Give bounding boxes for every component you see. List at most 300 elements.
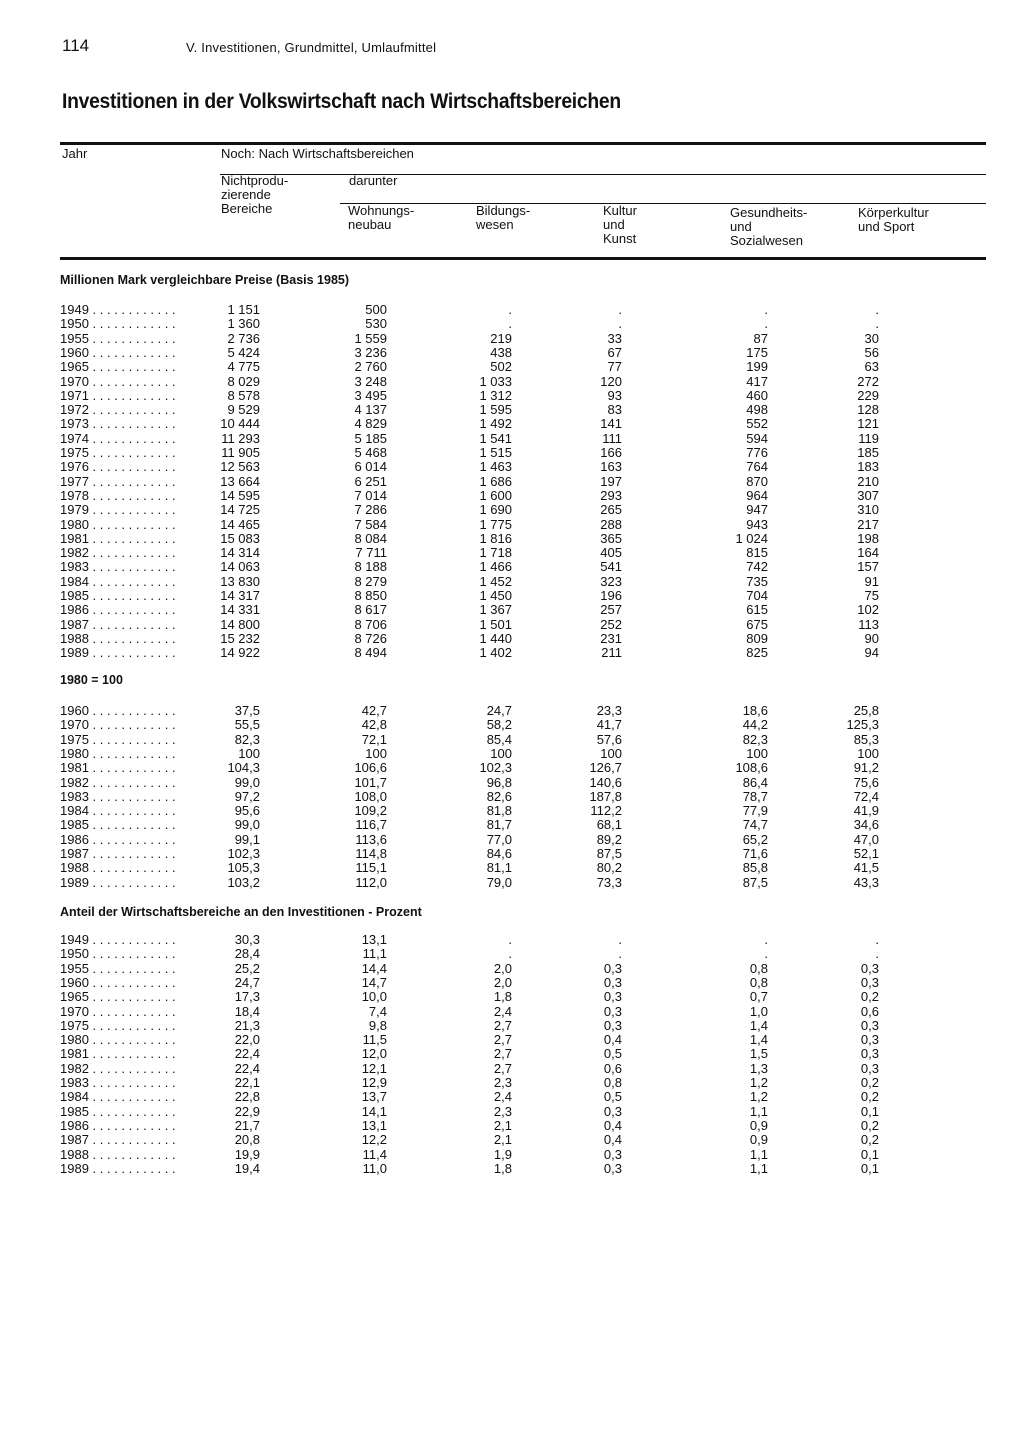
value-cell: 18,4 <box>234 1003 260 1019</box>
value-cell: 1,8 <box>493 989 512 1005</box>
value-cell: 116,7 <box>355 817 387 833</box>
value-cell: 1 402 <box>479 645 512 661</box>
value-cell: 0,3 <box>860 1060 879 1076</box>
value-cell: 11,5 <box>362 1032 387 1048</box>
value-cell: 109,2 <box>354 803 387 819</box>
year-cell: 1976 . . . . . . . . . . . . <box>60 459 176 475</box>
value-cell: 21,3 <box>234 1017 260 1033</box>
value-cell: 14 063 <box>220 559 260 575</box>
value-cell: 22,4 <box>234 1060 260 1076</box>
value-cell: 119 <box>858 430 879 446</box>
value-cell: 163 <box>600 459 622 475</box>
header-line: und Sport <box>858 219 915 234</box>
value-cell: 438 <box>490 344 512 360</box>
table-row <box>0 331 1024 345</box>
value-cell: 108,6 <box>735 760 768 776</box>
value-cell: 74,7 <box>742 817 768 833</box>
year-cell: 1983 . . . . . . . . . . . . <box>60 559 176 575</box>
year-cell: 1984 . . . . . . . . . . . . <box>60 803 176 819</box>
value-cell: 85,8 <box>742 860 768 876</box>
value-cell: 5 468 <box>354 445 387 460</box>
value-cell: 764 <box>746 459 768 475</box>
year-cell: 1986 . . . . . . . . . . . . <box>60 602 176 618</box>
value-cell: 1 816 <box>479 530 512 546</box>
value-cell: 1 466 <box>479 559 512 575</box>
value-cell: 1 033 <box>479 373 512 389</box>
value-cell: 22,4 <box>234 1046 260 1062</box>
value-cell: 100 <box>857 745 879 761</box>
value-cell: 1 463 <box>479 459 512 475</box>
value-cell: 2 736 <box>227 330 260 346</box>
value-cell: 56 <box>864 344 879 360</box>
year-cell: 1971 . . . . . . . . . . . . <box>60 387 176 403</box>
value-cell: . <box>764 946 768 962</box>
table-row <box>0 961 1024 975</box>
year-cell: 1965 . . . . . . . . . . . . <box>60 989 176 1005</box>
value-cell: 18,6 <box>742 703 768 718</box>
value-cell: 100 <box>746 745 768 761</box>
value-cell: 22,1 <box>234 1075 260 1090</box>
value-cell: 100 <box>365 745 387 761</box>
value-cell: 219 <box>490 330 512 346</box>
header-line: wesen <box>476 217 514 232</box>
value-cell: 1,0 <box>749 1003 768 1019</box>
value-cell: 0,3 <box>603 1003 622 1019</box>
value-cell: 210 <box>857 473 879 489</box>
value-cell: 0,4 <box>603 1117 622 1133</box>
year-cell: 1981 . . . . . . . . . . . . <box>60 530 176 546</box>
value-cell: 14 314 <box>220 545 260 561</box>
value-cell: 0,2 <box>860 1117 879 1133</box>
table-row <box>0 459 1024 473</box>
header-wohnungsneubau <box>348 204 414 232</box>
value-cell: 0,3 <box>603 1160 622 1176</box>
year-cell: 1949 . . . . . . . . . . . . <box>60 302 176 317</box>
value-cell: 87,5 <box>596 846 622 861</box>
value-cell: 502 <box>490 359 512 375</box>
year-cell: 1970 . . . . . . . . . . . . <box>60 373 176 389</box>
value-cell: 11 293 <box>221 430 260 446</box>
table-row <box>0 359 1024 373</box>
value-cell: 102,3 <box>479 760 512 776</box>
value-cell: 7 584 <box>354 516 387 532</box>
table-row <box>0 989 1024 1003</box>
value-cell: 1 450 <box>479 588 512 603</box>
value-cell: 15 232 <box>220 630 260 646</box>
value-cell: 1,1 <box>749 1103 768 1119</box>
table-row <box>0 1161 1024 1175</box>
value-cell: 86,4 <box>742 774 768 790</box>
value-cell: 265 <box>600 502 622 518</box>
value-cell: 0,4 <box>603 1032 622 1048</box>
year-cell: 1950 . . . . . . . . . . . . <box>60 946 176 962</box>
value-cell: 1 515 <box>479 445 512 460</box>
value-cell: 41,7 <box>596 717 622 733</box>
value-cell: 14 317 <box>220 588 260 603</box>
value-cell: 0,8 <box>603 1075 622 1090</box>
value-cell: 8 494 <box>354 645 387 661</box>
value-cell: 0,5 <box>603 1046 622 1062</box>
table-row <box>0 402 1024 416</box>
value-cell: 108,0 <box>354 788 387 804</box>
value-cell: 4 829 <box>354 416 387 432</box>
table-row <box>0 1004 1024 1018</box>
table-row <box>0 1104 1024 1118</box>
value-cell: 6 014 <box>354 459 387 475</box>
value-cell: . <box>875 316 879 332</box>
value-cell: 252 <box>600 616 622 632</box>
value-cell: 14,1 <box>361 1103 387 1119</box>
value-cell: 100 <box>490 745 512 761</box>
value-cell: 2,7 <box>493 1032 512 1048</box>
header-line: und <box>603 217 625 232</box>
header-line: Bildungs- <box>476 203 531 218</box>
value-cell: 2,7 <box>493 1046 512 1062</box>
value-cell: 1 492 <box>479 416 512 432</box>
value-cell: 115,1 <box>355 860 387 876</box>
value-cell: 293 <box>600 487 622 503</box>
table-row <box>0 703 1024 717</box>
value-cell: 13,1 <box>361 932 387 947</box>
table-row <box>0 531 1024 545</box>
value-cell: 28,4 <box>234 946 260 962</box>
value-cell: 84,6 <box>486 846 512 861</box>
value-cell: 14 922 <box>220 645 260 661</box>
value-cell: 257 <box>600 602 622 618</box>
year-cell: 1980 . . . . . . . . . . . . <box>60 745 176 761</box>
value-cell: 8 706 <box>354 616 387 632</box>
value-cell: 140,6 <box>589 774 622 790</box>
value-cell: 11,1 <box>362 946 387 962</box>
value-cell: 1,1 <box>749 1146 768 1162</box>
value-cell: 24,7 <box>486 703 512 718</box>
value-cell: 307 <box>857 487 879 503</box>
value-cell: 75 <box>864 588 879 603</box>
value-cell: 8 029 <box>227 373 260 389</box>
table-row <box>0 732 1024 746</box>
value-cell: 21,7 <box>234 1117 260 1133</box>
value-cell: 7 711 <box>355 545 387 561</box>
table-row <box>0 316 1024 330</box>
value-cell: 8 084 <box>354 530 387 546</box>
value-cell: 1 595 <box>479 402 512 418</box>
value-cell: 1 686 <box>479 473 512 489</box>
value-cell: 13,1 <box>361 1117 387 1133</box>
value-cell: 22,9 <box>234 1103 260 1119</box>
table-row <box>0 416 1024 430</box>
value-cell: 104,3 <box>227 760 260 776</box>
year-cell: 1985 . . . . . . . . . . . . <box>60 588 176 603</box>
value-cell: 0,2 <box>860 1075 879 1090</box>
value-cell: 231 <box>600 630 622 646</box>
section-title: Millionen Mark vergleichbare Preise (Basis 1985) <box>60 273 350 287</box>
year-cell: 1980 . . . . . . . . . . . . <box>60 1032 176 1048</box>
value-cell: 1,8 <box>493 1160 512 1176</box>
value-cell: 217 <box>857 516 879 532</box>
value-cell: 3 495 <box>354 387 387 403</box>
year-cell: 1960 . . . . . . . . . . . . <box>60 344 176 360</box>
year-cell: 1965 . . . . . . . . . . . . <box>60 359 176 375</box>
value-cell: 102,3 <box>227 846 260 861</box>
value-cell: 102 <box>857 602 879 618</box>
year-cell: 1988 . . . . . . . . . . . . <box>60 1146 176 1162</box>
header-koerperkultur <box>858 206 929 234</box>
value-cell: . <box>875 302 879 317</box>
value-cell: . <box>764 932 768 947</box>
value-cell: . <box>764 302 768 317</box>
table-row <box>0 517 1024 531</box>
value-cell: 24,7 <box>234 974 260 990</box>
value-cell: 99,0 <box>234 817 260 833</box>
value-cell: 120 <box>600 373 622 389</box>
value-cell: 89,2 <box>596 831 622 847</box>
value-cell: 1,9 <box>493 1146 512 1162</box>
year-cell: 1974 . . . . . . . . . . . . <box>60 430 176 446</box>
year-cell: 1983 . . . . . . . . . . . . <box>60 1075 176 1090</box>
value-cell: 0,3 <box>603 1103 622 1119</box>
year-cell: 1985 . . . . . . . . . . . . <box>60 817 176 833</box>
value-cell: 1 312 <box>479 387 512 403</box>
value-cell: 43,3 <box>853 874 879 890</box>
year-cell: 1949 . . . . . . . . . . . . <box>60 932 176 947</box>
value-cell: 735 <box>746 573 768 589</box>
table-row <box>0 1046 1024 1060</box>
value-cell: 100 <box>600 745 622 761</box>
value-cell: 4 137 <box>354 402 387 418</box>
value-cell: . <box>508 302 512 317</box>
table-row <box>0 445 1024 459</box>
table-row <box>0 775 1024 789</box>
value-cell: 2,3 <box>493 1075 512 1090</box>
year-cell: 1983 . . . . . . . . . . . . <box>60 788 176 804</box>
value-cell: 498 <box>746 402 768 418</box>
value-cell: 0,2 <box>860 1132 879 1148</box>
value-cell: 0,1 <box>860 1160 879 1176</box>
page-number: 114 <box>62 36 90 55</box>
value-cell: 198 <box>857 530 879 546</box>
value-cell: 14,4 <box>361 960 387 976</box>
value-cell: 91 <box>864 573 879 589</box>
value-cell: 229 <box>857 387 879 403</box>
value-cell: 22,8 <box>234 1089 260 1105</box>
value-cell: 112,0 <box>355 874 387 890</box>
value-cell: 460 <box>746 387 768 403</box>
value-cell: 8 578 <box>227 387 260 403</box>
value-cell: 2,0 <box>493 960 512 976</box>
value-cell: 776 <box>746 445 768 460</box>
year-cell: 1975 . . . . . . . . . . . . <box>60 731 176 747</box>
value-cell: 41,5 <box>853 860 879 876</box>
value-cell: . <box>508 932 512 947</box>
value-cell: 72,4 <box>853 788 879 804</box>
section-title: 1980 = 100 <box>60 673 123 687</box>
table-row <box>0 932 1024 946</box>
value-cell: 100 <box>238 745 260 761</box>
value-cell: 12,1 <box>361 1060 387 1076</box>
value-cell: 1 151 <box>227 302 260 317</box>
table-row <box>0 474 1024 488</box>
table-row <box>0 1018 1024 1032</box>
value-cell: 80,2 <box>596 860 622 876</box>
year-cell: 1987 . . . . . . . . . . . . <box>60 616 176 632</box>
value-cell: 75,6 <box>853 774 879 790</box>
value-cell: 196 <box>600 588 622 603</box>
year-cell: 1982 . . . . . . . . . . . . <box>60 545 176 561</box>
year-cell: 1987 . . . . . . . . . . . . <box>60 846 176 861</box>
value-cell: 68,1 <box>596 817 622 833</box>
value-cell: 57,6 <box>596 731 622 747</box>
table-top-rule <box>60 142 986 145</box>
year-cell: 1973 . . . . . . . . . . . . <box>60 416 176 432</box>
year-cell: 1986 . . . . . . . . . . . . <box>60 831 176 847</box>
value-cell: . <box>764 316 768 332</box>
value-cell: 10 444 <box>220 416 260 432</box>
value-cell: 73,3 <box>596 874 622 890</box>
table-row <box>0 374 1024 388</box>
value-cell: 594 <box>746 430 768 446</box>
value-cell: 65,2 <box>742 831 768 847</box>
year-cell: 1960 . . . . . . . . . . . . <box>60 703 176 718</box>
value-cell: 9 529 <box>227 402 260 418</box>
value-cell: 1 360 <box>227 316 260 332</box>
header-line: zierende <box>221 187 271 202</box>
table-row <box>0 345 1024 359</box>
table-row <box>0 602 1024 616</box>
year-cell: 1970 . . . . . . . . . . . . <box>60 717 176 733</box>
year-cell: 1985 . . . . . . . . . . . . <box>60 1103 176 1119</box>
value-cell: 10,0 <box>361 989 387 1005</box>
header-line: neubau <box>348 217 392 232</box>
value-cell: 17,3 <box>234 989 260 1005</box>
value-cell: 95,6 <box>234 803 260 819</box>
header-jahr: Jahr <box>62 146 88 161</box>
value-cell: 44,2 <box>742 717 768 733</box>
year-cell: 1984 . . . . . . . . . . . . <box>60 573 176 589</box>
table-row <box>0 302 1024 316</box>
value-cell: 126,7 <box>589 760 622 776</box>
value-cell: 37,5 <box>234 703 260 718</box>
value-cell: 8 726 <box>354 630 387 646</box>
value-cell: 0,3 <box>860 960 879 976</box>
value-cell: 3 248 <box>354 373 387 389</box>
year-cell: 1982 . . . . . . . . . . . . <box>60 774 176 790</box>
year-cell: 1975 . . . . . . . . . . . . <box>60 445 176 460</box>
table-row <box>0 388 1024 402</box>
value-cell: 71,6 <box>742 846 768 861</box>
value-cell: 183 <box>857 459 879 475</box>
header-rule-1 <box>220 174 986 175</box>
year-cell: 1987 . . . . . . . . . . . . <box>60 1132 176 1148</box>
year-cell: 1980 . . . . . . . . . . . . <box>60 516 176 532</box>
value-cell: 25,2 <box>234 960 260 976</box>
value-cell: 742 <box>746 559 768 575</box>
value-cell: 964 <box>746 487 768 503</box>
year-cell: 1978 . . . . . . . . . . . . <box>60 487 176 503</box>
section-title: Anteil der Wirtschaftsbereiche an den Investitionen - Prozent <box>60 905 422 919</box>
header-rule-2 <box>340 203 986 204</box>
value-cell: 72,1 <box>361 731 387 747</box>
value-cell: 1 600 <box>479 487 512 503</box>
value-cell: 0,3 <box>860 1046 879 1062</box>
value-cell: 3 236 <box>354 344 387 360</box>
value-cell: 530 <box>365 316 387 332</box>
value-cell: 13 664 <box>220 473 260 489</box>
year-cell: 1981 . . . . . . . . . . . . <box>60 1046 176 1062</box>
value-cell: 1 541 <box>479 430 512 446</box>
table-row <box>0 875 1024 889</box>
year-cell: 1972 . . . . . . . . . . . . <box>60 402 176 418</box>
year-cell: 1989 . . . . . . . . . . . . <box>60 874 176 890</box>
value-cell: 1 690 <box>479 502 512 518</box>
value-cell: 1,4 <box>749 1032 768 1048</box>
year-cell: 1988 . . . . . . . . . . . . <box>60 630 176 646</box>
value-cell: . <box>618 946 622 962</box>
value-cell: 13,7 <box>361 1089 387 1105</box>
value-cell: 164 <box>857 545 879 561</box>
value-cell: 23,3 <box>596 703 622 718</box>
value-cell: 87 <box>753 330 768 346</box>
header-line: und <box>730 219 752 234</box>
table-row <box>0 488 1024 502</box>
value-cell: 11 905 <box>221 445 260 460</box>
value-cell: 8 850 <box>354 588 387 603</box>
value-cell: 15 083 <box>220 530 260 546</box>
value-cell: 1,3 <box>749 1060 768 1076</box>
value-cell: 0,4 <box>603 1132 622 1148</box>
value-cell: 166 <box>600 445 622 460</box>
value-cell: 77 <box>607 359 622 375</box>
table-row <box>0 846 1024 860</box>
table-row <box>0 645 1024 659</box>
value-cell: 825 <box>746 645 768 661</box>
year-cell: 1977 . . . . . . . . . . . . <box>60 473 176 489</box>
value-cell: 0,8 <box>749 974 768 990</box>
value-cell: 82,3 <box>742 731 768 747</box>
year-cell: 1970 . . . . . . . . . . . . <box>60 1003 176 1019</box>
value-cell: 22,0 <box>234 1032 260 1048</box>
value-cell: 34,6 <box>853 817 879 833</box>
value-cell: 113,6 <box>355 831 387 847</box>
value-cell: 96,8 <box>486 774 512 790</box>
value-cell: 128 <box>857 402 879 418</box>
value-cell: 63 <box>864 359 879 375</box>
value-cell: 323 <box>600 573 622 589</box>
value-cell: 1 559 <box>354 330 387 346</box>
value-cell: 81,8 <box>486 803 512 819</box>
header-kultur <box>603 204 637 246</box>
table-row <box>0 631 1024 645</box>
value-cell: 42,8 <box>361 717 387 733</box>
table-row <box>0 1132 1024 1146</box>
value-cell: 125,3 <box>846 717 879 733</box>
year-cell: 1989 . . . . . . . . . . . . <box>60 645 176 661</box>
value-cell: 121 <box>857 416 879 432</box>
value-cell: 58,2 <box>486 717 512 733</box>
value-cell: 552 <box>746 416 768 432</box>
table-row <box>0 860 1024 874</box>
value-cell: 175 <box>746 344 768 360</box>
value-cell: 947 <box>746 502 768 518</box>
value-cell: 1,2 <box>749 1089 768 1105</box>
year-cell: 1960 . . . . . . . . . . . . <box>60 974 176 990</box>
value-cell: 11,0 <box>362 1160 387 1176</box>
table-row <box>0 1061 1024 1075</box>
value-cell: 0,6 <box>860 1003 879 1019</box>
header-group: Noch: Nach Wirtschaftsbereichen <box>221 146 414 161</box>
value-cell: 2,7 <box>493 1060 512 1076</box>
header-line: Bereiche <box>221 201 273 216</box>
value-cell: 0,9 <box>749 1132 768 1148</box>
